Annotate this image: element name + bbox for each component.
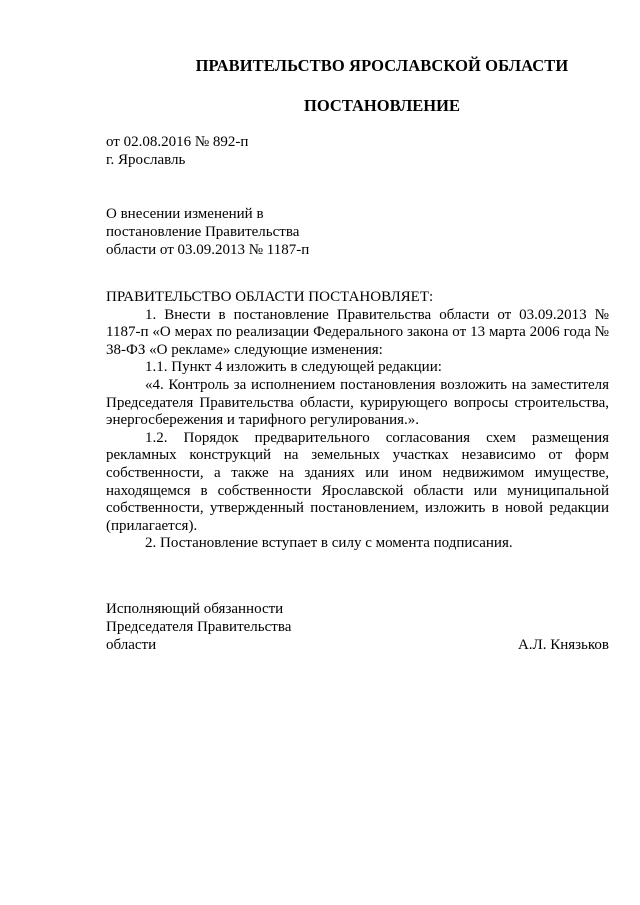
subject-line-2: постановление Правительства — [106, 224, 300, 240]
document-city: г. Ярославль — [106, 152, 186, 168]
paragraph-1-1-quote: «4. Контроль за исполнением постановления возложить на заместителя Председателя Правительства области, курирующего вопросы строительства, энергосбережения и тарифного регулирования.». — [106, 376, 609, 429]
subject-line-3: области от 03.09.2013 № 1187-п — [106, 242, 310, 258]
document-date-number: от 02.08.2016 № 892-п — [106, 134, 249, 150]
signature-position-line-3: области — [106, 637, 157, 653]
subject-line-1: О внесении изменений в — [106, 206, 264, 222]
signatory-name: А.Л. Князьков — [517, 637, 609, 653]
signature-position-line-1: Исполняющий обязанности — [106, 601, 284, 617]
paragraph-1-2: 1.2. Порядок предварительного согласования схем размещения рекламных конструкций на земельных участках независимо от форм собственности, а также на зданиях или ином недвижимом имуществе, находящемся в собственности Ярославской области или муниципальной собственности, утвержденный постановлением, изложить в новой редакции (прилагается). — [106, 429, 609, 534]
paragraph-1-1: 1.1. Пункт 4 изложить в следующей редакции: — [145, 359, 442, 376]
resolution-body — [106, 289, 609, 553]
paragraph-2: 2. Постановление вступает в силу с момента подписания. — [145, 535, 513, 552]
signature-row — [106, 636, 609, 654]
signature-position-line-2: Председателя Правительства — [106, 619, 292, 635]
resolution-preamble: ПРАВИТЕЛЬСТВО ОБЛАСТИ ПОСТАНОВЛЯЕТ: — [106, 289, 434, 305]
paragraph-1: 1. Внести в постановление Правительства области от 03.09.2013 № 1187-п «О мерах по реализации Федерального закона от 13 марта 2006 года № 38-ФЗ «О рекламе» следующие изменения: — [106, 306, 609, 358]
document-type-title: ПОСТАНОВЛЕНИЕ — [304, 96, 460, 115]
signature-block — [106, 600, 609, 654]
government-title: ПРАВИТЕЛЬСТВО ЯРОСЛАВСКОЙ ОБЛАСТИ — [195, 56, 569, 75]
